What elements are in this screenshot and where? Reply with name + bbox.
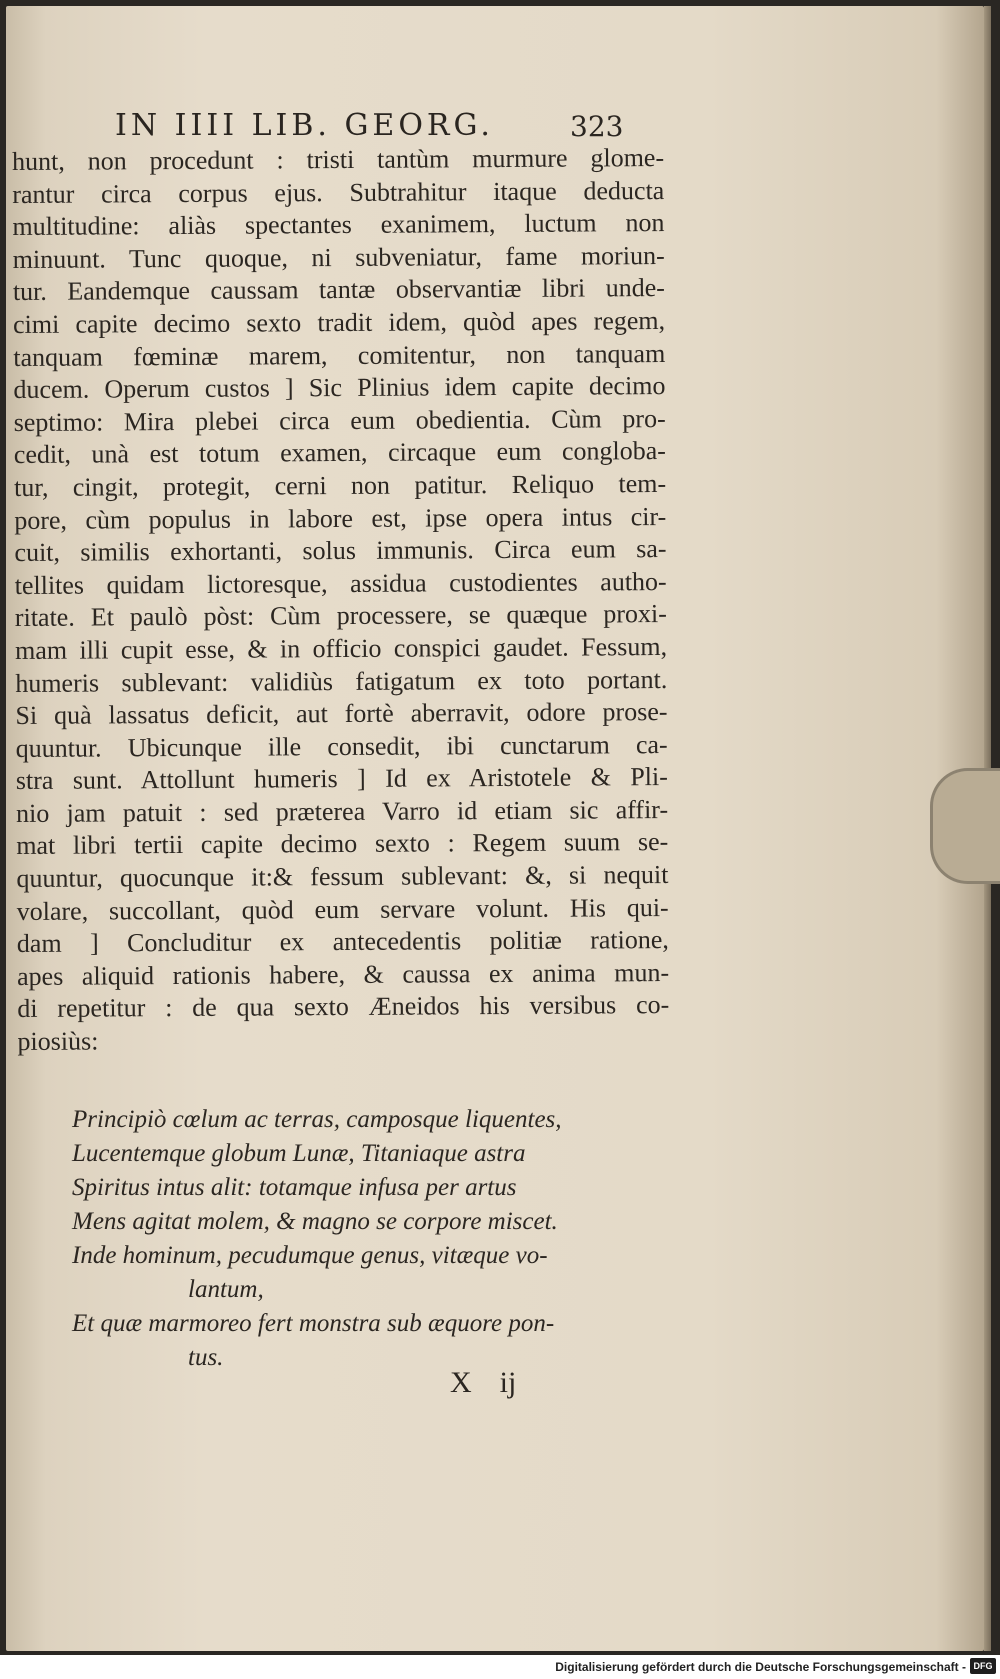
body-line: cuit, similis exhortanti, solus immunis. Circa eum sa- bbox=[14, 534, 667, 568]
body-line: quuntur, quocunque it:& fessum sublevant: &, si nequit bbox=[16, 860, 669, 894]
body-line: volare, succollant, quòd eum servare volunt. His qui- bbox=[16, 892, 669, 926]
signature-numeral: ij bbox=[499, 1366, 517, 1399]
body-line: rantur circa corpus ejus. Subtrahitur itaque deducta bbox=[12, 175, 665, 209]
verse-line: tus. bbox=[188, 1344, 224, 1371]
dfg-logo: DFG bbox=[970, 1658, 996, 1674]
body-line: dam ] Concluditur ex antecedentis politiæ ratione, bbox=[16, 925, 669, 959]
body-line: stra sunt. Attollunt humeris ] Id ex Aristotele & Pli- bbox=[15, 762, 668, 796]
body-line: cedit, unà est totum examen, circaque eum congloba- bbox=[13, 436, 666, 470]
body-line: mam illi cupit esse, & in officio conspici gaudet. Fessum, bbox=[14, 631, 668, 665]
body-line: hunt, non procedunt : tristi tantùm murmure glome- bbox=[12, 143, 665, 176]
body-line: tur. Eandemque caussam tantæ observantiæ libri unde- bbox=[12, 273, 665, 307]
signature-letter: X bbox=[450, 1366, 472, 1399]
body-line: tellites quidam lictoresque, assidua custodientes autho- bbox=[14, 566, 667, 600]
body-line: mat libri tertii capite decimo sexto : Regem suum se- bbox=[16, 827, 669, 861]
digitization-footer bbox=[0, 1655, 1000, 1679]
funding-credit: Digitalisierung gefördert durch die Deutsche Forschungsgemeinschaft - bbox=[555, 1660, 966, 1674]
signature-mark bbox=[450, 1366, 560, 1400]
verse-line: Inde hominum, pecudumque genus, vitæque vo- bbox=[72, 1242, 548, 1269]
body-line: humeris sublevant: validiùs fatigatum ex toto portant. bbox=[15, 664, 668, 698]
body-line: tanquam fœminæ marem, comitentur, non tanquam bbox=[13, 338, 666, 372]
body-line: Si quà lassatus deficit, aut fortè aberravit, odore prose- bbox=[15, 697, 668, 731]
page-number: 323 bbox=[570, 110, 624, 143]
verse-line: Spiritus intus alit: totamque infusa per artus bbox=[72, 1174, 517, 1201]
body-line: nio jam patuit : sed præterea Varro id etiam sic affir- bbox=[15, 794, 669, 828]
body-line: minuunt. Tunc quoque, ni subveniatur, fame moriun- bbox=[12, 240, 665, 274]
body-line: ritate. Et paulò pòst: Cùm processere, se quæque proxi- bbox=[14, 599, 667, 633]
verse-line: Mens agitat molem, & magno se corpore miscet. bbox=[72, 1208, 558, 1235]
verse-line: Principiò cœlum ac terras, camposque liquentes, bbox=[72, 1106, 562, 1133]
body-text bbox=[12, 142, 670, 1059]
verse-line: Et quæ marmoreo fert monstra sub æquore pon- bbox=[72, 1310, 555, 1337]
body-line: pore, cùm populus in labore est, ipse opera intus cir- bbox=[14, 501, 667, 535]
verse-quotation bbox=[72, 1103, 652, 1375]
book-clasp bbox=[930, 768, 1000, 884]
body-line: ducem. Operum custos ] Sic Plinius idem capite decimo bbox=[13, 371, 666, 405]
body-line: piosiùs: bbox=[17, 1026, 99, 1057]
body-line: tur, cingit, protegit, cerni non patitur. Reliquo tem- bbox=[13, 468, 667, 502]
running-head-title: IN IIII LIB. GEORG. bbox=[115, 108, 494, 143]
body-line: di repetitur : de qua sexto Æneidos his versibus co- bbox=[17, 990, 670, 1024]
body-line: apes aliquid rationis habere, & caussa ex anima mun- bbox=[16, 957, 670, 991]
body-line: cimi capite decimo sexto tradit idem, quòd apes regem, bbox=[13, 305, 666, 339]
verse-line: lantum, bbox=[188, 1276, 264, 1303]
body-line: quuntur. Ubicunque ille consedit, ibi cunctarum ca- bbox=[15, 729, 668, 763]
body-line: septimo: Mira plebei circa eum obedientia. Cùm pro- bbox=[13, 403, 666, 437]
verse-line: Lucentemque globum Lunæ, Titaniaque astra bbox=[72, 1140, 526, 1167]
body-line: multitudine: aliàs spectantes exanimem, luctum non bbox=[12, 208, 665, 242]
